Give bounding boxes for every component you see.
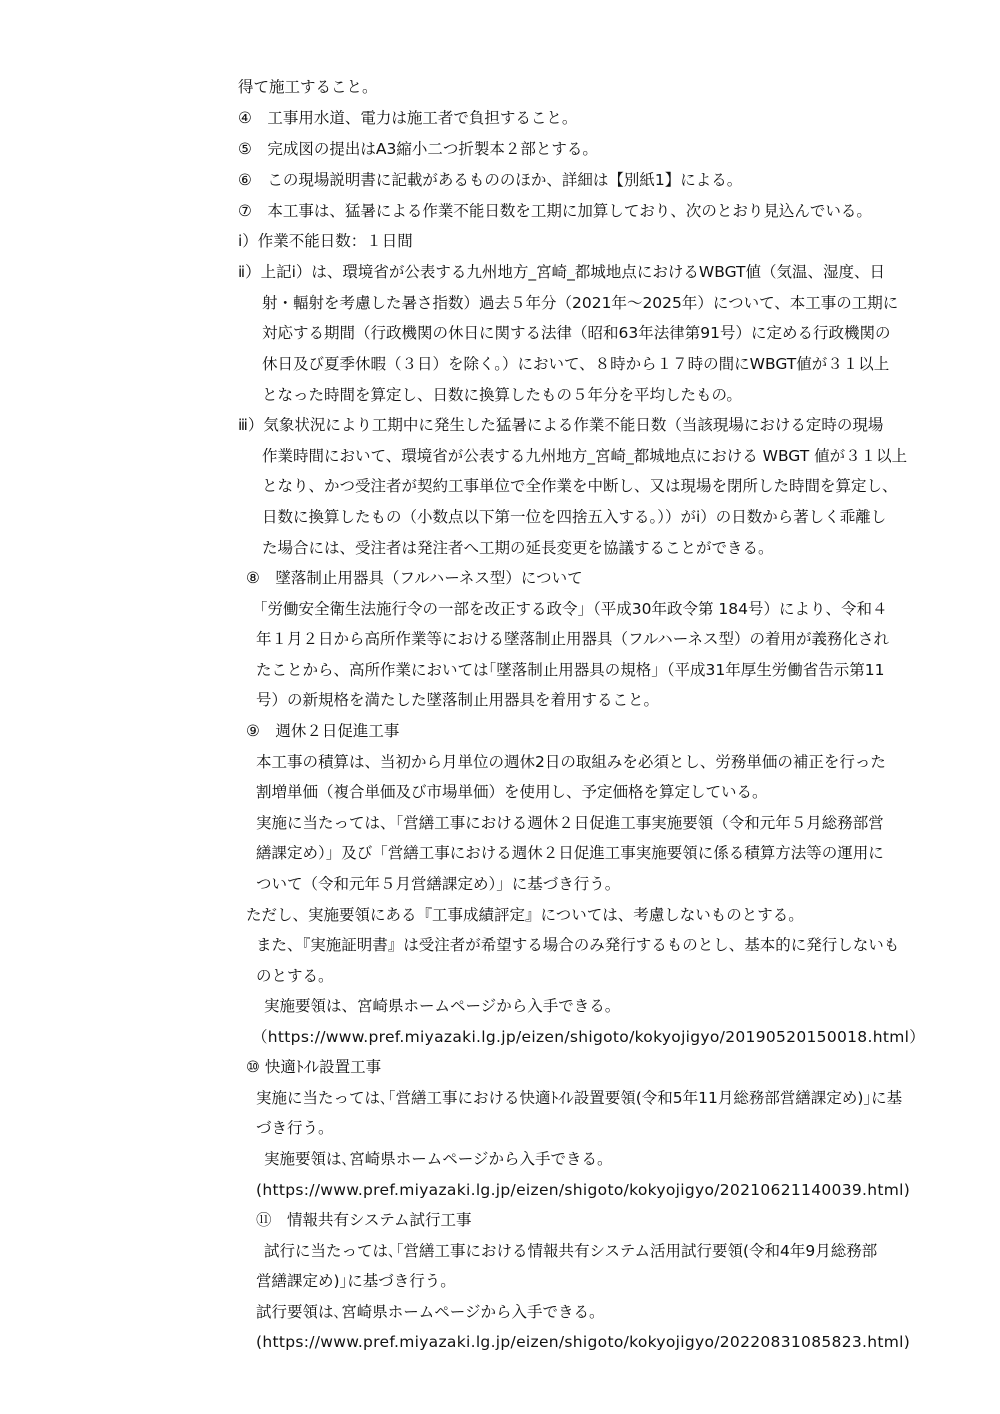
text-line: 繕課定め）」及び「営繕工事における週休２日促進工事実施要領に係る積算方法等の運用に [256, 844, 884, 862]
text-line: 営繕課定め)｣に基づき行う｡ [256, 1272, 449, 1290]
text-line: 休日及び夏季休暇（３日）を除く。）において、８時から１７時の間にWBGT値が３１以上 [262, 355, 890, 373]
text-line: 試行要領は､宮崎県ホームページから入手できる｡ [256, 1303, 597, 1321]
text-line: ⅲ）気象状況により工期中に発生した猛暑による作業不能日数（当該現場における定時の現場 [238, 416, 884, 434]
text-line: また、『実施証明書』は受注者が希望する場合のみ発行するものとし、基本的に発行しないも [256, 936, 900, 954]
text-line: 対応する期間（行政機関の休日に関する法律（昭和63年法律第91号）に定める行政機関の [262, 324, 891, 342]
text-line: ⑦ 本工事は、猛暑による作業不能日数を工期に加算しており、次のとおり見込んでいる。 [238, 202, 872, 220]
text-line: 号）の新規格を満たした墜落制止用器具を着用すること。 [256, 691, 660, 709]
text-line: 年１月２日から高所作業等における墜落制止用器具（フルハーネス型）の着用が義務化され [256, 630, 890, 648]
text-line: た場合には、受注者は発注者へ工期の延長変更を協議することができる。 [262, 539, 774, 557]
text-line: 射・輻射を考慮した暑さ指数）過去５年分（2021年～2025年）について、本工事の工期に [262, 294, 899, 312]
url-line: (https://www.pref.miyazaki.lg.jp/eizen/shigoto/kokyojigyo/20220831085823.html) [256, 1333, 911, 1351]
text-line: 日数に換算したもの（小数点以下第一位を四捨五入する。））がⅰ）の日数から著しく乖離し [262, 508, 887, 526]
text-line: 実施要領は、宮崎県ホームページから入手できる。 [264, 997, 621, 1015]
text-line: づき行う｡ [256, 1119, 326, 1137]
text-line: ⑩ 快適ﾄｲﾚ設置工事 [246, 1058, 382, 1076]
text-line: 実施に当たっては、「営繕工事における週休２日促進工事実施要領（令和元年５月総務部営 [256, 814, 884, 832]
url-line: (https://www.pref.miyazaki.lg.jp/eizen/shigoto/kokyojigyo/20210621140039.html) [256, 1181, 911, 1199]
text-line: となり、かつ受注者が契約工事単位で全作業を中断し、又は現場を閉所した時間を算定し、 [262, 477, 898, 495]
text-line: ⅱ）上記ⅰ）は、環境省が公表する九州地方_宮崎_都城地点におけるWBGT値（気温、湿度、日 [238, 263, 886, 281]
text-line: たことから、高所作業においては｢墜落制止用器具の規格」（平成31年厚生労働省告示第11 [256, 661, 885, 679]
text-line: となった時間を算定し、日数に換算したもの５年分を平均したもの。 [262, 386, 742, 404]
text-line: ⑧ 墜落制止用器具（フルハーネス型）について [246, 569, 583, 587]
text-line: 試行に当たっては､｢営繕工事における情報共有システム活用試行要領(令和4年9月総務部 [264, 1242, 878, 1260]
text-line: ⑤ 完成図の提出はA3縮小二つ折製本２部とする。 [238, 140, 598, 158]
text-line: 本工事の積算は、当初から月単位の週休2日の取組みを必須とし、労務単価の補正を行った [256, 753, 886, 771]
text-line: ⑨ 週休２日促進工事 [246, 722, 400, 740]
text-line: 作業時間において、環境省が公表する九州地方_宮崎_都城地点における WBGT 値が３１以上 [262, 447, 908, 465]
text-line: 得て施工すること。 [238, 78, 378, 96]
text-line: 実施に当たっては､｢営繕工事における快適ﾄｲﾚ設置要領(令和5年11月総務部営繕課定め)｣に基 [256, 1089, 903, 1107]
text-line: ただし、実施要領にある『工事成績評定』については、考慮しないものとする。 [246, 906, 804, 924]
url-line: （https://www.pref.miyazaki.lg.jp/eizen/shigoto/kokyojigyo/20190520150018.html） [252, 1028, 925, 1046]
text-line: ⅰ）作業不能日数：１日間 [238, 232, 413, 250]
text-line: ④ 工事用水道、電力は施工者で負担すること。 [238, 109, 578, 127]
text-line: ⑪ 情報共有システム試行工事 [256, 1211, 472, 1229]
text-line: のとする。 [256, 967, 334, 985]
text-line: 実施要領は､宮崎県ホームページから入手できる｡ [264, 1150, 605, 1168]
text-line: 割増単価（複合単価及び市場単価）を使用し、予定価格を算定している。 [256, 783, 768, 801]
text-line: ⑥ この現場説明書に記載があるもののほか、詳細は【別紙1】による。 [238, 171, 743, 189]
text-line: 「労働安全衛生法施行令の一部を改正する政令」（平成30年政令第 184号）により、令和４ [252, 600, 888, 618]
text-line: ついて（令和元年５月営繕課定め）」に基づき行う。 [256, 875, 621, 893]
